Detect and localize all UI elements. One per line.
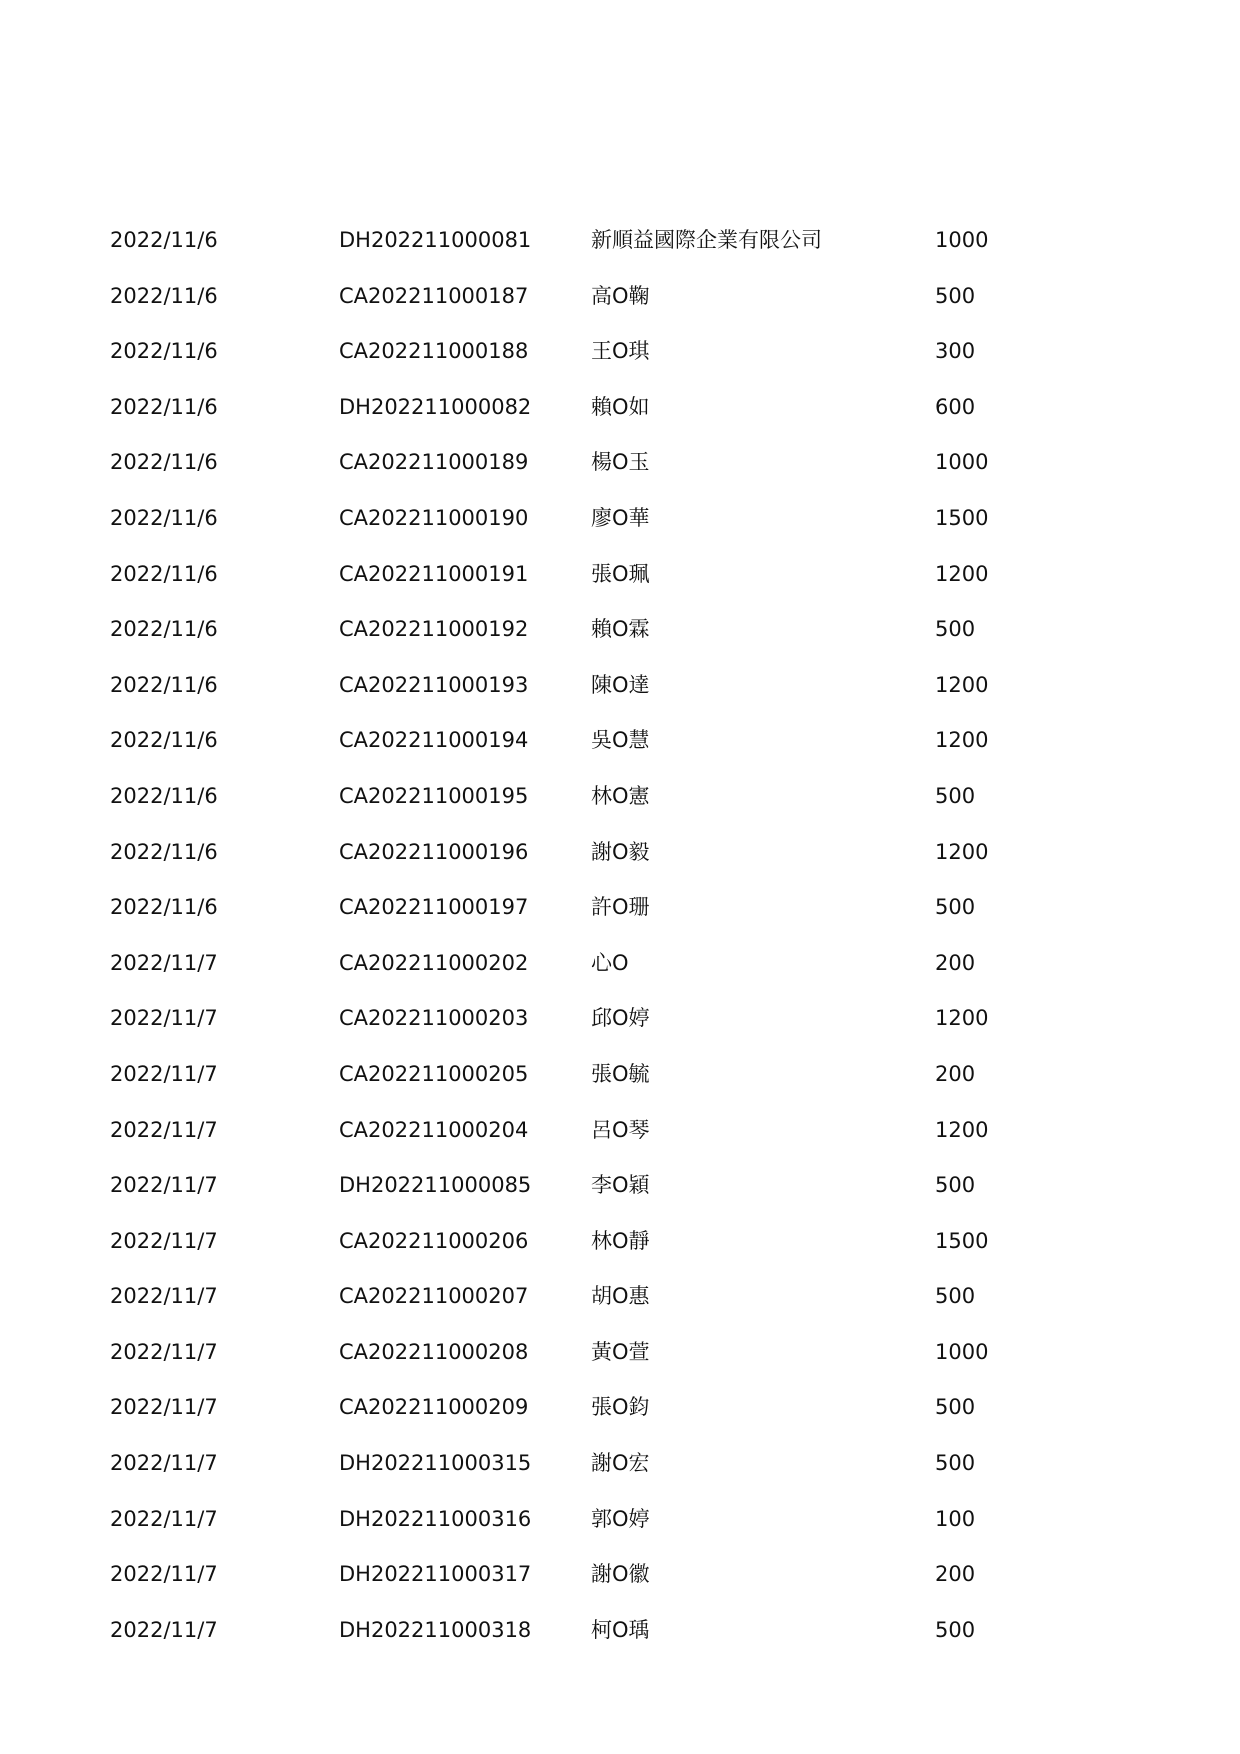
name-cell: 胡O惠 <box>591 1284 650 1309</box>
amount-cell: 100 <box>935 1506 976 1531</box>
name-cell: 賴O霖 <box>591 617 650 642</box>
date-cell: 2022/11/6 <box>110 228 218 252</box>
reference-cell: CA202211000194 <box>339 728 529 753</box>
table-row <box>0 1491 1240 1547</box>
amount-cell: 500 <box>935 783 976 808</box>
name-cell: 高O鞠 <box>591 283 650 308</box>
reference-cell: CA202211000189 <box>339 450 529 475</box>
reference-cell: CA202211000197 <box>339 895 529 920</box>
date-cell: 2022/11/6 <box>110 394 218 419</box>
amount-cell: 1000 <box>935 450 989 475</box>
date-cell: 2022/11/6 <box>110 505 218 530</box>
reference-cell: DH202211000317 <box>339 1562 532 1587</box>
name-cell: 廖O華 <box>591 505 650 530</box>
date-cell: 2022/11/7 <box>110 1617 218 1642</box>
table-row <box>0 1102 1240 1158</box>
table-row <box>0 1602 1240 1658</box>
amount-cell: 1000 <box>935 228 989 252</box>
table-row <box>0 824 1240 880</box>
table-row <box>0 268 1240 324</box>
name-cell: 柯O瑀 <box>591 1617 650 1642</box>
amount-cell: 300 <box>935 339 976 364</box>
reference-cell: CA202211000204 <box>339 1117 529 1142</box>
date-cell: 2022/11/7 <box>110 1061 218 1086</box>
reference-cell: CA202211000188 <box>339 339 529 364</box>
amount-cell: 1500 <box>935 505 989 530</box>
reference-cell: CA202211000203 <box>339 1006 529 1031</box>
name-cell: 呂O琴 <box>591 1117 650 1142</box>
amount-cell: 200 <box>935 950 976 975</box>
date-cell: 2022/11/6 <box>110 617 218 642</box>
amount-cell: 500 <box>935 895 976 920</box>
name-cell: 謝O宏 <box>591 1451 650 1476</box>
table-row <box>0 601 1240 657</box>
date-cell: 2022/11/6 <box>110 339 218 364</box>
date-cell: 2022/11/7 <box>110 1117 218 1142</box>
name-cell: 邱O婷 <box>591 1006 650 1031</box>
reference-cell: CA202211000206 <box>339 1228 529 1253</box>
amount-cell: 1200 <box>935 1117 989 1142</box>
date-cell: 2022/11/7 <box>110 1339 218 1364</box>
date-cell: 2022/11/6 <box>110 283 218 308</box>
date-cell: 2022/11/6 <box>110 783 218 808</box>
reference-cell: CA202211000195 <box>339 783 529 808</box>
reference-cell: DH202211000318 <box>339 1617 532 1642</box>
reference-cell: DH202211000315 <box>339 1451 532 1476</box>
amount-cell: 500 <box>935 1395 976 1420</box>
reference-cell: CA202211000187 <box>339 283 529 308</box>
reference-cell: CA202211000208 <box>339 1339 529 1364</box>
date-cell: 2022/11/6 <box>110 672 218 697</box>
date-cell: 2022/11/6 <box>110 839 218 864</box>
table-row <box>0 935 1240 991</box>
date-cell: 2022/11/6 <box>110 895 218 920</box>
date-cell: 2022/11/7 <box>110 1284 218 1309</box>
table-row <box>0 768 1240 824</box>
amount-cell: 1200 <box>935 672 989 697</box>
name-cell: 張O鈞 <box>591 1395 650 1420</box>
table-row <box>0 712 1240 768</box>
table-row <box>0 490 1240 546</box>
name-cell: 許O珊 <box>591 895 650 920</box>
amount-cell: 200 <box>935 1562 976 1587</box>
name-cell: 心O <box>591 950 629 975</box>
reference-cell: CA202211000190 <box>339 505 529 530</box>
reference-cell: CA202211000196 <box>339 839 529 864</box>
table-row <box>0 1324 1240 1380</box>
amount-cell: 1000 <box>935 1339 989 1364</box>
date-cell: 2022/11/7 <box>110 1173 218 1198</box>
reference-cell: DH202211000082 <box>339 394 532 419</box>
amount-cell: 1200 <box>935 839 989 864</box>
name-cell: 林O靜 <box>591 1228 650 1253</box>
reference-cell: CA202211000192 <box>339 617 529 642</box>
amount-cell: 500 <box>935 1284 976 1309</box>
table-row <box>0 212 1240 268</box>
name-cell: 黃O萱 <box>591 1339 650 1364</box>
amount-cell: 500 <box>935 617 976 642</box>
name-cell: 賴O如 <box>591 394 650 419</box>
name-cell: 林O憲 <box>591 783 650 808</box>
date-cell: 2022/11/7 <box>110 950 218 975</box>
amount-cell: 500 <box>935 1617 976 1642</box>
amount-cell: 1200 <box>935 561 989 586</box>
reference-cell: CA202211000209 <box>339 1395 529 1420</box>
name-cell: 謝O毅 <box>591 839 650 864</box>
reference-cell: CA202211000205 <box>339 1061 529 1086</box>
amount-cell: 500 <box>935 1451 976 1476</box>
table-row <box>0 546 1240 602</box>
date-cell: 2022/11/7 <box>110 1395 218 1420</box>
name-cell: 吳O慧 <box>591 728 650 753</box>
name-cell: 張O珮 <box>591 561 650 586</box>
reference-cell: DH202211000316 <box>339 1506 532 1531</box>
donation-ledger <box>0 212 1240 1657</box>
reference-cell: DH202211000085 <box>339 1173 532 1198</box>
table-row <box>0 1379 1240 1435</box>
table-row <box>0 879 1240 935</box>
amount-cell: 1200 <box>935 1006 989 1031</box>
date-cell: 2022/11/6 <box>110 728 218 753</box>
amount-cell: 200 <box>935 1061 976 1086</box>
amount-cell: 600 <box>935 394 976 419</box>
reference-cell: CA202211000202 <box>339 950 529 975</box>
date-cell: 2022/11/7 <box>110 1006 218 1031</box>
table-row <box>0 1046 1240 1102</box>
date-cell: 2022/11/7 <box>110 1562 218 1587</box>
reference-cell: CA202211000193 <box>339 672 529 697</box>
table-row <box>0 323 1240 379</box>
table-row <box>0 1546 1240 1602</box>
date-cell: 2022/11/7 <box>110 1506 218 1531</box>
table-row <box>0 434 1240 490</box>
date-cell: 2022/11/6 <box>110 450 218 475</box>
reference-cell: DH202211000081 <box>339 228 532 252</box>
table-row <box>0 657 1240 713</box>
table-row <box>0 990 1240 1046</box>
name-cell: 郭O婷 <box>591 1506 650 1531</box>
table-row <box>0 379 1240 435</box>
amount-cell: 1500 <box>935 1228 989 1253</box>
table-row <box>0 1435 1240 1491</box>
reference-cell: CA202211000207 <box>339 1284 529 1309</box>
date-cell: 2022/11/6 <box>110 561 218 586</box>
name-cell: 李O穎 <box>591 1173 650 1198</box>
date-cell: 2022/11/7 <box>110 1451 218 1476</box>
name-cell: 楊O玉 <box>591 450 650 475</box>
name-cell: 謝O徽 <box>591 1562 650 1587</box>
table-row <box>0 1213 1240 1269</box>
name-cell: 陳O達 <box>591 672 650 697</box>
name-cell: 王O琪 <box>591 339 650 364</box>
date-cell: 2022/11/7 <box>110 1228 218 1253</box>
table-row <box>0 1157 1240 1213</box>
table-row <box>0 1268 1240 1324</box>
reference-cell: CA202211000191 <box>339 561 529 586</box>
name-cell: 張O毓 <box>591 1061 650 1086</box>
amount-cell: 500 <box>935 1173 976 1198</box>
amount-cell: 1200 <box>935 728 989 753</box>
name-cell: 新順益國際企業有限公司 <box>591 228 822 252</box>
amount-cell: 500 <box>935 283 976 308</box>
